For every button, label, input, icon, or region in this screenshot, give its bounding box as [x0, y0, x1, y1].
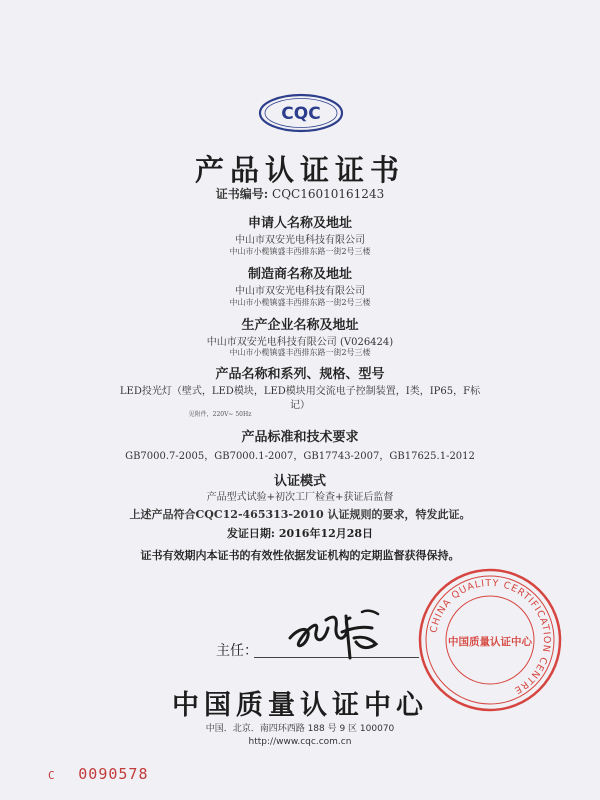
- director-label: 主任：: [216, 643, 258, 659]
- manufacturer-heading: 制造商名称及地址: [247, 267, 352, 282]
- serial-prefix: C: [48, 769, 55, 782]
- factory-address: 中山市小榄镇盛丰西排东路一街2号三楼: [229, 348, 371, 357]
- product-description-line2: 记）: [290, 400, 310, 411]
- handwritten-signature: [280, 598, 390, 668]
- issuer-name: 中国质量认证中心: [172, 690, 428, 721]
- serial-number: [48, 764, 148, 783]
- manufacturer-name: 中山市双安光电科技有限公司: [235, 286, 365, 297]
- issuer-website: http://www.cqc.com.cn: [248, 737, 352, 747]
- certificate-title: 产品认证证书: [194, 153, 405, 187]
- factory-name: 中山市双安光电科技有限公司 (V026424): [206, 337, 394, 348]
- applicant-heading: 申请人名称及地址: [247, 216, 352, 231]
- certificate-number-label: 证书编号:: [215, 187, 269, 201]
- factory-heading: 生产企业名称及地址: [241, 318, 359, 333]
- applicant-address: 中山市小榄镇盛丰西排东路一街2号三楼: [229, 247, 371, 256]
- product-heading: 产品名称和系列、规格、型号: [215, 367, 385, 382]
- issue-date-label: 发证日期:: [226, 527, 275, 540]
- seal-inner-text: 中国质量认证中心: [448, 636, 532, 648]
- cqc-logo: [258, 93, 344, 133]
- seal-ring-text: CHINA QUALITY CERTIFICATION CENTRE: [428, 577, 553, 696]
- standards-heading: 产品标准和技术要求: [241, 430, 359, 445]
- mode-heading: 认证模式: [273, 474, 326, 489]
- applicant-name: 中山市双安光电科技有限公司: [235, 235, 365, 246]
- logo-text: CQC: [281, 104, 321, 124]
- conformity-statement: 上述产品符合CQC12-465313-2010 认证规则的要求，特发此证。: [129, 508, 471, 521]
- issue-date-line: [0, 525, 600, 541]
- product-note: 见附件，220V~ 50Hz: [188, 411, 252, 418]
- mode-text: 产品型式试验+初次工厂检查+获证后监督: [206, 492, 394, 503]
- serial-value: 0090578: [78, 765, 149, 783]
- issuer-address: 中国．北京．南四环西路 188 号 9 区 100070: [205, 724, 395, 734]
- validity-statement: 证书有效期内本证书的有效性依据发证机构的定期监督获得保持。: [140, 549, 460, 562]
- issue-date: 2016年12月28日: [278, 527, 374, 540]
- manufacturer-address: 中山市小榄镇盛丰西排东路一街2号三楼: [229, 298, 371, 307]
- certificate-number: CQC16010161243: [272, 187, 385, 201]
- standards-text: GB7000.7-2005，GB7000.1-2007，GB17743-2007，GB17625.1-2012: [125, 451, 475, 462]
- product-description-line1: LED投光灯（壁式，LED模块，LED模块用交流电子控制装置，I类，IP65，F标: [119, 386, 481, 397]
- certificate-number-line: [0, 185, 600, 202]
